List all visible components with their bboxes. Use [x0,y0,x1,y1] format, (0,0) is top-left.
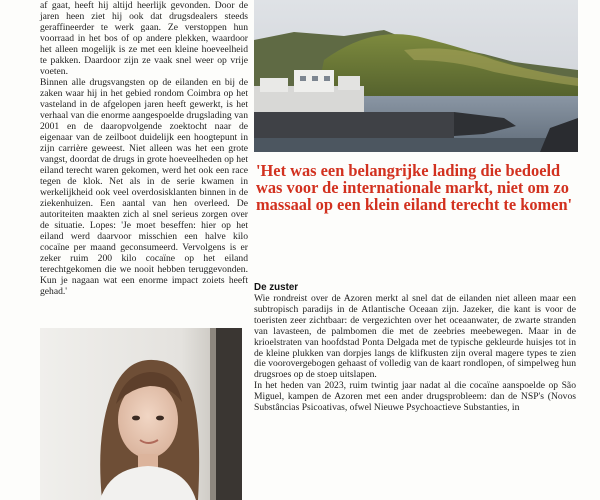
right-text-column [254,282,576,414]
paragraph: Wie rondreist over de Azoren merkt al snel dat de eilanden niet alleen maar een subtropisch paradijs in de Atlantische Oceaan zijn. Jazeker, die kant is voor de toeristen zeer zichtbaar: de vergezichten over het oceaanwater, de zwarte stranden van lavasteen, de palmbomen die met de zeebries meebewegen. Maar in de krioelstraten van hoofdstad Ponta Delgada met de typische gekleurde huisjes tot in de kleine plukken van dorpjes langs de klifkusten zijn overal magere types te zien die voorovergebogen gehaast of volledig van de kaart rondlopen, of simpelweg hun drugsroes op de stoep uitslapen. [254,293,576,381]
paragraph: In het heden van 2023, ruim twintig jaar nadat al die cocaïne aanspoelde op São Miguel, kampen de Azoren met een ander drugsprobleem: dan de NSP's (Novos Substâncias Psicoativas, ofwel Nieuwe Psychoactieve Substanties, in [254,380,576,414]
left-text-column [40,0,248,297]
paragraph: Binnen alle drugsvangsten op de eilanden en bij de zaken waar hij in het gebied rondom Coimbra op het vasteland in de afgelopen jaren heeft gewerkt, is het verhaal van die enorme aangespoelde drugslading van 2001 en de daaropvolgende zoektocht naar de eigenaar van de zeilboot duidelijk een hoogtepunt in zijn carrière geweest. Niet alleen was het een grote vangst, doordat de drugs in grote hoeveelheden op het eiland terecht waren gekomen, werd het ook een race tegen de klok. Net als in de serie kwamen in werkelijkheid ook veel overdosisklanten binnen in de ziekenhuizen. Een aantal van hen overleed. De autoriteiten maakten zich al snel serieus zorgen over de situatie. Lopes: 'Je moet beseffen: hier op het eiland werd daarvoor misschien een halve kilo cocaïne per maand geconsumeerd. Vervolgens is er zeker ruim 200 kilo cocaïne op het eiland terechtgekomen die we nooit hebben teruggevonden. Kun je nagaan wat een enorme impact zoiets heeft gehad.' [40,77,248,297]
paragraph: af gaat, heeft hij altijd heerlijk gevonden. Door de jaren heen ziet hij ook dat drugsdealers steeds geraffineerder te werk gaan. Ze verstoppen hun voorraad in het bos of op andere plekken, waardoor het alleen mogelijk is ze met een kleine hoeveelheid te pakken. Daardoor zijn ze vaak snel weer op vrije voeten. [40,0,248,77]
woman-portrait-photo [40,328,242,500]
pull-quote: 'Het was een belangrijke lading die bedoeld was voor de internationale markt, niet om zo massaal op een klein eiland terecht te komen' [256,161,573,215]
coastal-town-photo [254,0,578,152]
section-subhead: De zuster [254,282,299,293]
